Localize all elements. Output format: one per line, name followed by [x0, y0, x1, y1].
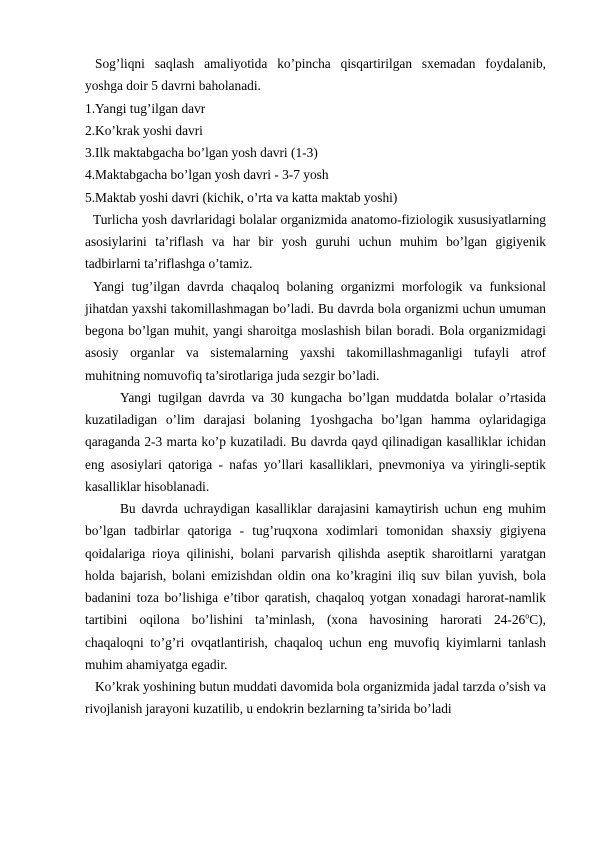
paragraph-infancy: Ko’krak yoshining butun muddati davomida bola organizmida jadal tarzda o’sish va rivojlanish jarayoni kuzatilib, u endokrin bezlarning ta’sirida bo’ladi: [85, 679, 546, 717]
paragraph-intro: Sog’liqni saqlash amaliyotida ko’pincha qisqartirilgan sxemadan foydalanib, yoshga doir 5 davrni baholanadi.: [85, 56, 546, 94]
degree-sign: o: [525, 611, 530, 621]
list-item: 1.Yangi tug’ilgan davr: [85, 100, 206, 116]
measures-text-b: C), chaqaloqni to’g’ri ovqatlantirish, chaqaloq uchun eng muvofiq kiyimlarni tanlash muhim ahamiyatga egadir.: [85, 612, 546, 672]
list-item: 3.Ilk maktabgacha bo’lgan yosh davri (1-3): [85, 145, 318, 160]
document-page: [85, 53, 546, 721]
list-item: 4.Maktabgacha bo’lgan yosh davri - 3-7 yosh: [85, 167, 329, 183]
paragraph-measures: [85, 498, 546, 676]
list-item: 5.Maktab yoshi davri (kichik, o’rta va katta maktab yoshi): [85, 189, 398, 205]
measures-text-a: Bu davrda uchraydigan kasalliklar darajasini kamaytirish uchun eng muhim bo’lgan tadbirlar qatoriga - tug’ruqxona xodimlari tomonidan shaxsiy gigiyena qoidalariga rioya qilinishi, bolani parvarish qilishda aseptik sharoitlarni yaratgan holda bajarish, bolani emizishdan oldin ona ko’kragini iliq suv bilan yuvish, bola badanini toza bo’lishiga e’tibor qaratish, chaqaloq yotgan xonadagi harorat-namlik tartibini oqilona bo’lishini ta’minlash, (xona havosining harorati 24-26: [85, 501, 546, 628]
paragraph-age-periods: Turlicha yosh davrlaridagi bolalar organizmida anatomo-fiziologik xususiyatlarning asosiylarini ta’riflash va har bir yosh guruhi uchun muhim bo’lgan gigiyenik tadbirlarni ta’riflashga o’tamiz.: [85, 211, 546, 272]
list-item: 2.Ko’krak yoshi davri: [85, 122, 203, 138]
paragraph-mortality: Yangi tugilgan davrda va 30 kungacha bo’lgan muddatda bolalar o’rtasida kuzatiladigan o’lim darajasi bolaning 1yoshgacha bo’lgan hamma oylaridagiga qaraganda 2-3 marta ko’p kuzatiladi. Bu davrda qayd qilinadigan kasalliklar ichidan eng asosiylari qatoriga - nafas yo’llari kasalliklari, pnevmoniya va yiringli-septik kasalliklar hisoblanadi.: [85, 389, 546, 494]
paragraph-newborn: Yangi tug’ilgan davrda chaqaloq bolaning organizmi morfologik va funksional jihatdan yaxshi takomillashmagan bo’ladi. Bu davrda bola organizmi uchun umuman begona bo’lgan muhit, yangi sharoitga moslashish bilan boradi. Bola organizmidagi asosiy organlar va sistemalarning yaxshi takomillashmaganligi tufayli atrof muhitning nomuvofiq ta’sirotlariga juda sezgir bo’ladi.: [85, 278, 546, 383]
